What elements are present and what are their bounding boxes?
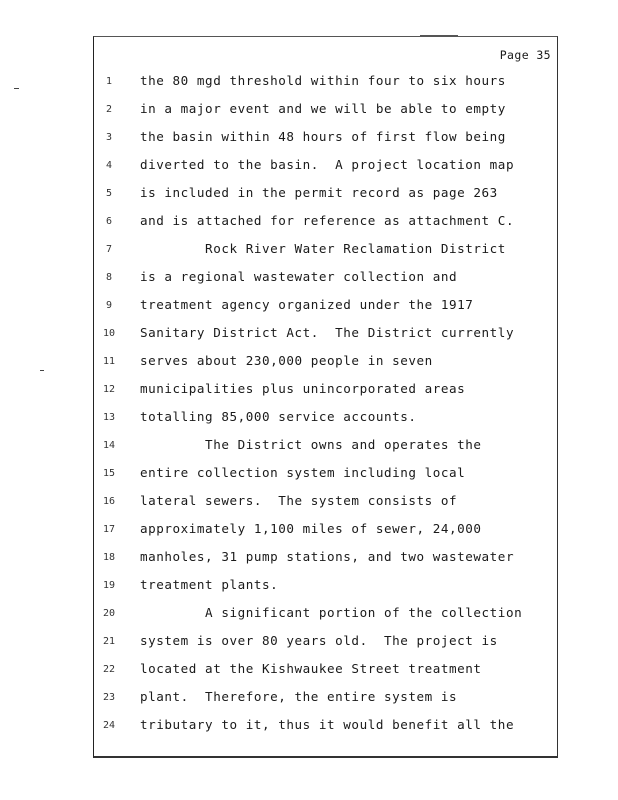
line-text: manholes, 31 pump stations, and two wastewater bbox=[140, 549, 515, 564]
line-number: 20 bbox=[102, 608, 116, 619]
line-number: 18 bbox=[102, 552, 116, 563]
line-number: 5 bbox=[105, 188, 113, 199]
transcript-line bbox=[94, 381, 557, 409]
transcript-line bbox=[94, 129, 557, 157]
transcript-line bbox=[94, 325, 557, 353]
line-number: 24 bbox=[102, 720, 116, 731]
line-text: located at the Kishwaukee Street treatment bbox=[140, 661, 482, 676]
transcript-line bbox=[94, 521, 557, 549]
transcript-line bbox=[94, 717, 557, 745]
transcript-line bbox=[94, 409, 557, 437]
line-number: 13 bbox=[102, 412, 116, 423]
line-text: is included in the permit record as page 263 bbox=[140, 185, 498, 200]
line-text: the basin within 48 hours of first flow being bbox=[140, 129, 506, 144]
transcript-line bbox=[94, 605, 557, 633]
line-text: municipalities plus unincorporated areas bbox=[140, 381, 466, 396]
transcript-line bbox=[94, 689, 557, 717]
line-text: A significant portion of the collection bbox=[140, 605, 523, 620]
line-text: diverted to the basin. A project location map bbox=[140, 157, 515, 172]
transcript-line bbox=[94, 157, 557, 185]
scan-mark bbox=[14, 88, 19, 89]
line-number: 2 bbox=[105, 104, 113, 115]
line-text: and is attached for reference as attachment C. bbox=[140, 213, 515, 228]
scan-mark bbox=[40, 370, 44, 371]
line-number: 7 bbox=[105, 244, 113, 255]
line-text: system is over 80 years old. The project is bbox=[140, 633, 498, 648]
page-number: Page 35 bbox=[499, 48, 551, 62]
line-text: plant. Therefore, the entire system is bbox=[140, 689, 458, 704]
line-text: approximately 1,100 miles of sewer, 24,000 bbox=[140, 521, 482, 536]
line-number: 9 bbox=[105, 300, 113, 311]
line-number: 17 bbox=[102, 524, 116, 535]
line-number: 11 bbox=[102, 356, 116, 367]
line-number: 22 bbox=[102, 664, 116, 675]
transcript-line bbox=[94, 353, 557, 381]
transcript-line bbox=[94, 577, 557, 605]
line-text: treatment agency organized under the 1917 bbox=[140, 297, 474, 312]
transcript-line bbox=[94, 101, 557, 129]
line-number: 8 bbox=[105, 272, 113, 283]
line-number: 14 bbox=[102, 440, 116, 451]
line-number: 21 bbox=[102, 636, 116, 647]
line-text: lateral sewers. The system consists of bbox=[140, 493, 458, 508]
transcript-line bbox=[94, 633, 557, 661]
line-number: 1 bbox=[105, 76, 113, 87]
line-text: the 80 mgd threshold within four to six hours bbox=[140, 73, 506, 88]
transcript-line bbox=[94, 241, 557, 269]
line-text: Rock River Water Reclamation District bbox=[140, 241, 506, 256]
line-text: tributary to it, thus it would benefit all the bbox=[140, 717, 515, 732]
transcript-line bbox=[94, 73, 557, 101]
transcript-page bbox=[93, 36, 558, 758]
line-text: totalling 85,000 service accounts. bbox=[140, 409, 417, 424]
line-text: is a regional wastewater collection and bbox=[140, 269, 458, 284]
line-number: 15 bbox=[102, 468, 116, 479]
line-text: entire collection system including local bbox=[140, 465, 466, 480]
line-number: 12 bbox=[102, 384, 116, 395]
line-number: 3 bbox=[105, 132, 113, 143]
transcript-line bbox=[94, 465, 557, 493]
line-text: treatment plants. bbox=[140, 577, 279, 592]
transcript-line bbox=[94, 185, 557, 213]
transcript-line bbox=[94, 213, 557, 241]
line-text: serves about 230,000 people in seven bbox=[140, 353, 433, 368]
line-number: 4 bbox=[105, 160, 113, 171]
line-number: 19 bbox=[102, 580, 116, 591]
line-text: Sanitary District Act. The District currently bbox=[140, 325, 515, 340]
line-number: 10 bbox=[102, 328, 116, 339]
transcript-line bbox=[94, 661, 557, 689]
line-text: The District owns and operates the bbox=[140, 437, 482, 452]
transcript-line bbox=[94, 549, 557, 577]
transcript-line bbox=[94, 437, 557, 465]
line-number: 16 bbox=[102, 496, 116, 507]
line-text: in a major event and we will be able to empty bbox=[140, 101, 506, 116]
transcript-line bbox=[94, 297, 557, 325]
line-number: 23 bbox=[102, 692, 116, 703]
transcript-line bbox=[94, 269, 557, 297]
transcript-line bbox=[94, 493, 557, 521]
line-number: 6 bbox=[105, 216, 113, 227]
